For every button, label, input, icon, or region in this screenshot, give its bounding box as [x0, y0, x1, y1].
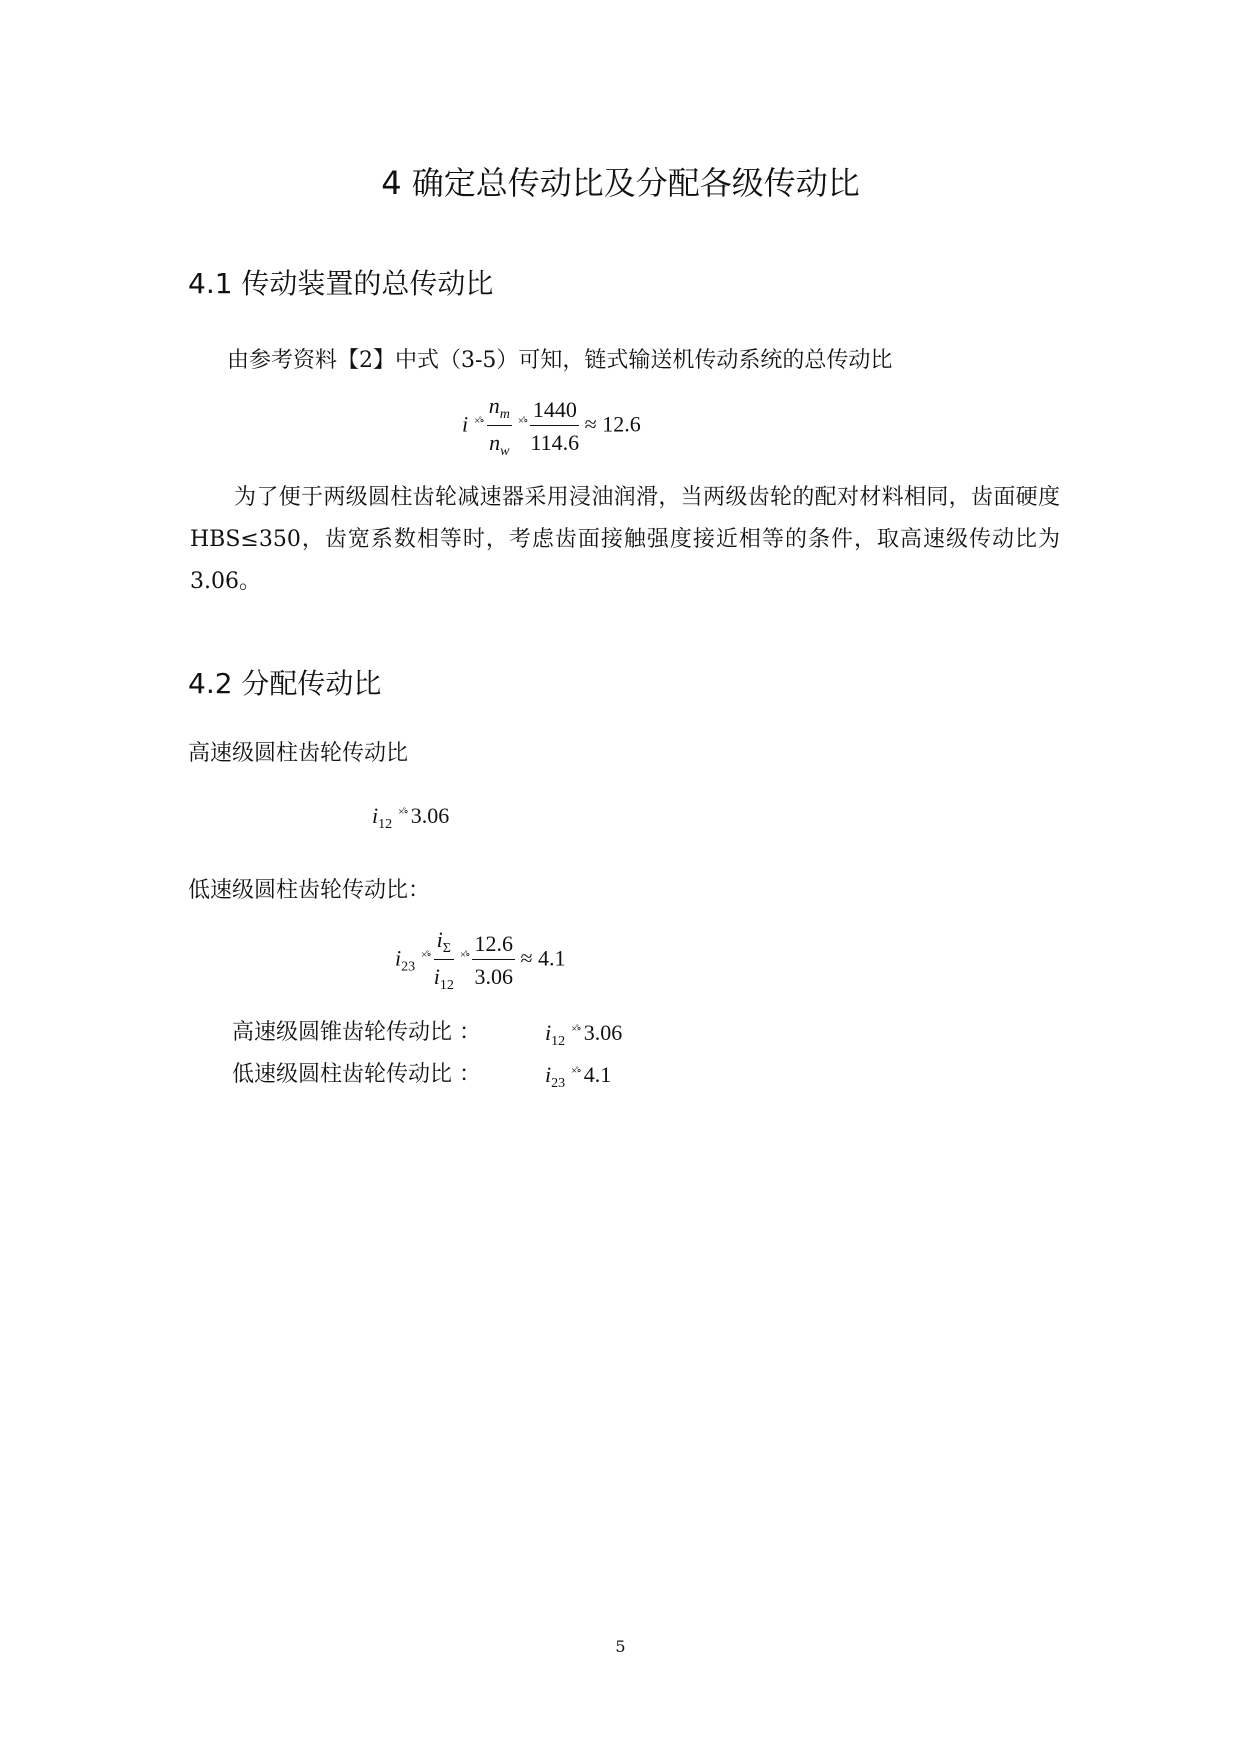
- numerator-var: i: [436, 927, 443, 952]
- var-i: i: [372, 803, 379, 828]
- var-sub: 12: [551, 1034, 566, 1049]
- value-fraction: [472, 931, 515, 990]
- equals-symbol: ×̊∘: [571, 1065, 581, 1077]
- equals-symbol: ×̊∘: [571, 1023, 581, 1035]
- summary-label-high: 高速级圆锥齿轮传动比 ：: [232, 1020, 481, 1045]
- numerator-var: n: [488, 393, 500, 418]
- formula-result: 4.1: [538, 945, 566, 971]
- page-number: 5: [615, 1637, 626, 1656]
- numerator-sub: m: [499, 407, 510, 422]
- equals-symbol: ×̊∘: [398, 806, 408, 818]
- summary-formula-high: [545, 1020, 622, 1050]
- low-speed-label: 低速级圆柱齿轮传动比：: [188, 878, 431, 903]
- equals-symbol: ×̊∘: [517, 414, 528, 427]
- equals-symbol: ×̊∘: [474, 414, 484, 427]
- numerator-value: 1440: [530, 397, 579, 426]
- summary-value: 4.1: [583, 1062, 612, 1087]
- denominator-sub: 12: [439, 978, 454, 993]
- summary-label-low: 低速级圆柱齿轮传动比 ：: [232, 1062, 481, 1087]
- ratio-fraction: [434, 927, 454, 994]
- approx-symbol: ≈: [520, 945, 533, 971]
- denominator-var: n: [489, 430, 501, 455]
- var-sub: 23: [401, 959, 416, 975]
- denominator-var: i: [433, 964, 440, 989]
- formula-value: 3.06: [410, 803, 450, 828]
- value-fraction: [530, 397, 579, 456]
- approx-symbol: ≈: [584, 411, 597, 437]
- formula-lhs-var: i: [462, 411, 469, 437]
- numerator-sub: Σ: [442, 941, 451, 956]
- denominator-value: 114.6: [530, 430, 580, 455]
- intro-paragraph: 由参考资料【2】中式（3-5）可知，链式输送机传动系统的总传动比: [227, 348, 893, 373]
- equals-symbol: ×̊∘: [421, 948, 431, 961]
- section-heading-4-2: 4.2 分配传动比: [188, 667, 382, 700]
- denominator-sub: w: [500, 444, 510, 459]
- var-sub: 23: [551, 1076, 566, 1091]
- var-sub: 12: [378, 817, 393, 832]
- chapter-title: 4 确定总传动比及分配各级传动比: [381, 164, 860, 202]
- summary-value: 3.06: [583, 1020, 623, 1045]
- ratio-explanation-paragraph: 为了便于两级圆柱齿轮减速器采用浸油润滑，当两级齿轮的配对材料相同，齿面硬度 HBS≤350，齿宽系数相等时，考虑齿面接触强度接近相等的条件，取高速级传动比为 3.06。: [190, 485, 1060, 594]
- summary-formula-low: [545, 1062, 611, 1092]
- numerator-value: 12.6: [472, 931, 515, 960]
- high-speed-formula: [372, 803, 449, 833]
- speed-fraction: [487, 393, 512, 460]
- total-ratio-formula: [462, 393, 641, 460]
- var-i: i: [545, 1020, 552, 1045]
- formula-result: 12.6: [602, 411, 641, 437]
- var-i: i: [545, 1062, 552, 1087]
- section-heading-4-1: 4.1 传动装置的总传动比: [188, 267, 494, 300]
- var-i: i: [395, 945, 402, 971]
- high-speed-label: 高速级圆柱齿轮传动比: [188, 741, 409, 766]
- low-speed-formula: [395, 927, 566, 994]
- denominator-value: 3.06: [474, 964, 513, 989]
- equals-symbol: ×̊∘: [459, 948, 470, 961]
